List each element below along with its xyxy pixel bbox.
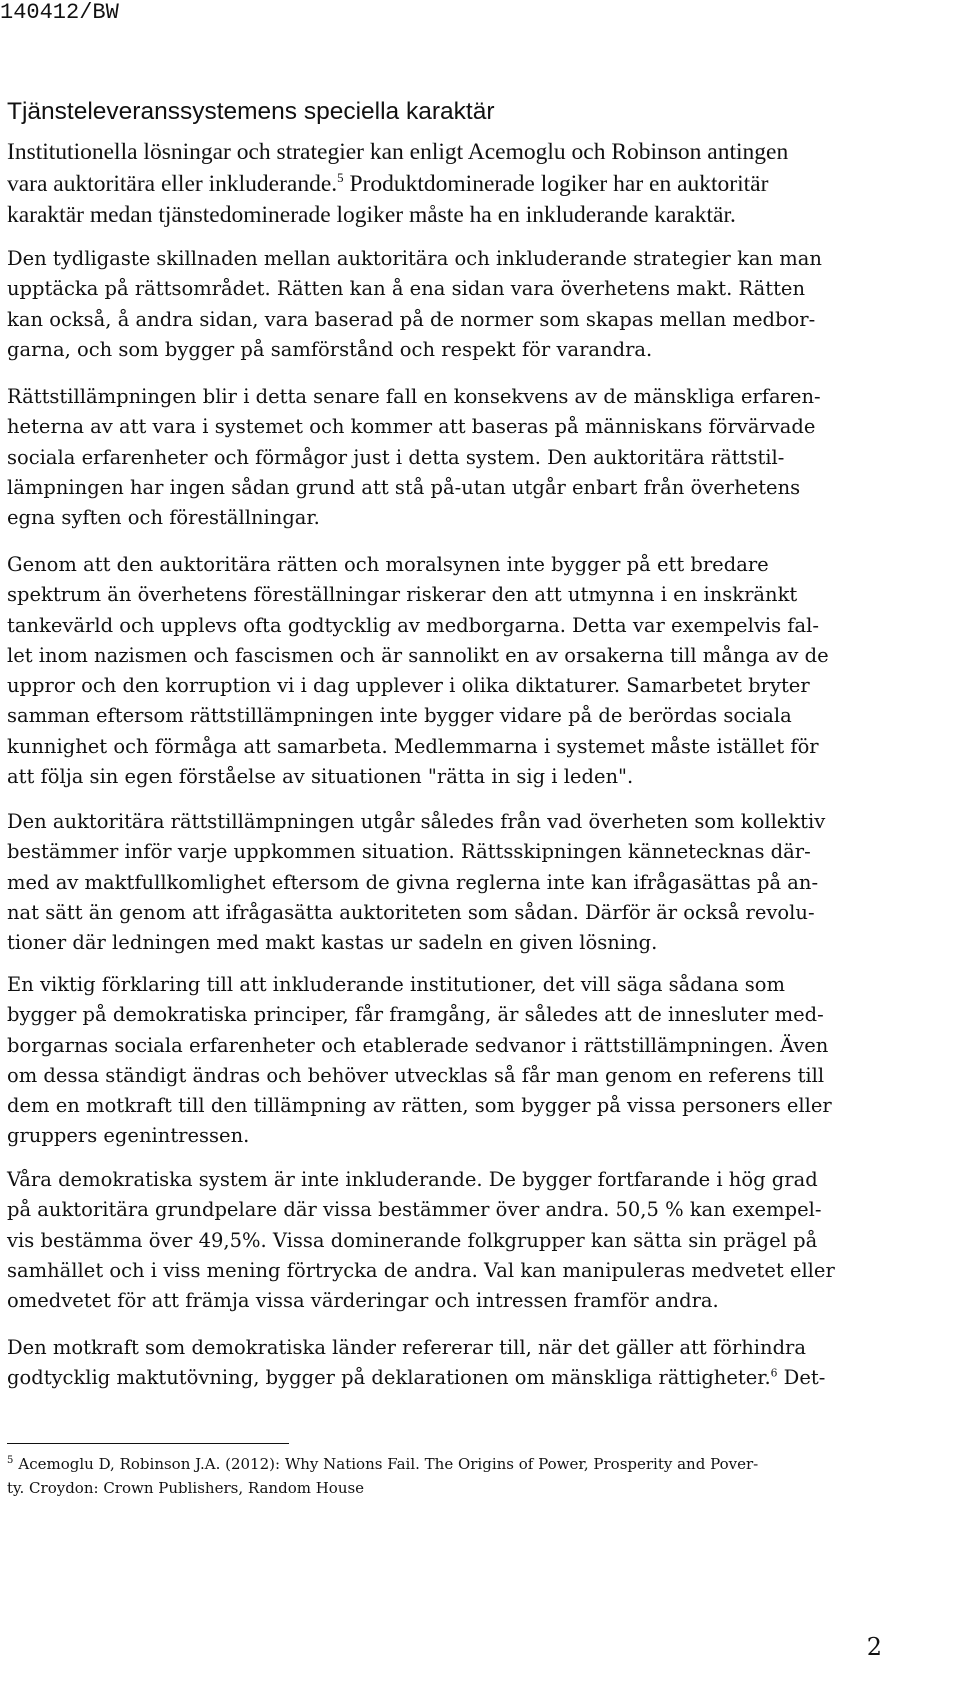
paragraph-line: kan också, å andra sidan, vara baserad på de normer som skapas mellan medbor- bbox=[7, 307, 816, 331]
intro-line-3: karaktär medan tjänstedominerade logiker måste ha en inkluderande karaktär. bbox=[7, 202, 736, 228]
paragraph-line: Den tydligaste skillnaden mellan auktoritära och inkluderande strategier kan man bbox=[7, 247, 822, 270]
paragraph-line: tankevärld och upplevs ofta godtycklig av medborgarna. Detta var exempelvis fal- bbox=[7, 613, 819, 637]
paragraph-line: let inom nazismen och fascismen och är sannolikt en av orsakerna till många av de bbox=[7, 643, 829, 667]
footnote-ref-5: 5 bbox=[337, 169, 344, 185]
paragraph-line: egna syften och föreställningar. bbox=[7, 506, 320, 530]
paragraph-5 bbox=[7, 970, 832, 1152]
paragraph-line: med av maktfullkomlighet eftersom de givna reglerna inte kan ifrågasättas på an- bbox=[7, 870, 819, 894]
paragraph-line-text: godtycklig maktutövning, bygger på deklarationen om mänskliga rättigheter. bbox=[7, 1366, 771, 1390]
paragraph-line: Den motkraft som demokratiska länder refererar till, när det gäller att förhindra bbox=[7, 1336, 807, 1359]
paragraph-line: omedvetet för att främja vissa värderingar och intressen framför andra. bbox=[7, 1289, 719, 1313]
paragraph-line: En viktig förklaring till att inkluderande institutioner, det vill säga sådana som bbox=[7, 973, 786, 996]
footnote-ref-6: 6 bbox=[770, 1366, 778, 1380]
paragraph-line: Rättstillämpningen blir i detta senare fall en konsekvens av de mänskliga erfaren- bbox=[7, 385, 821, 408]
page-number: 2 bbox=[866, 1633, 882, 1661]
paragraph-line: att följa sin egen förståelse av situationen "rätta in sig i leden". bbox=[7, 765, 634, 789]
paragraph-line: bygger på demokratiska principer, får framgång, är således att de innesluter med- bbox=[7, 1003, 824, 1027]
paragraph-line: om dessa ständigt ändras och behöver utvecklas så får man genom en referens till bbox=[7, 1063, 825, 1087]
paragraph-line: bestämmer inför varje uppkommen situation. Rättsskipningen kännetecknas där- bbox=[7, 840, 811, 864]
paragraph-line: heterna av att vara i systemet och kommer att baseras på människans förvärvade bbox=[7, 415, 816, 439]
paragraph-line: Våra demokratiska system är inte inkluderande. De bygger fortfarande i hög grad bbox=[7, 1168, 818, 1191]
paragraph-line: sociala erfarenheter och förmågor just i detta system. Den auktoritära rättstil- bbox=[7, 445, 785, 469]
paragraph-line: gruppers egenintressen. bbox=[7, 1124, 250, 1148]
paragraph-line-rest: Det- bbox=[777, 1366, 826, 1390]
intro-line-2 bbox=[7, 169, 788, 201]
paragraph-7 bbox=[7, 1333, 825, 1394]
paragraph-line: borgarnas sociala erfarenheter och etablerade sedvanor i rättstillämpningen. Även bbox=[7, 1033, 829, 1057]
paragraph-line: garna, och som bygger på samförstånd och respekt för varandra. bbox=[7, 337, 653, 361]
paragraph-line: kunnighet och förmåga att samarbeta. Medlemmarna i systemet måste istället för bbox=[7, 734, 819, 758]
paragraph-line: upptäcka på rättsområdet. Rätten kan å ena sidan vara överhetens makt. Rätten bbox=[7, 277, 806, 301]
paragraph-line: dem en motkraft till den tillämpning av rätten, som bygger på vissa personers eller bbox=[7, 1094, 832, 1118]
paragraph-line: vis bestämma över 49,5%. Vissa dominerande folkgrupper kan sätta sin prägel på bbox=[7, 1228, 818, 1252]
paragraph-2 bbox=[7, 382, 821, 533]
paragraph-4 bbox=[7, 807, 825, 958]
footnote-divider bbox=[7, 1443, 289, 1444]
intro-line-2-rest: Produktdominerade logiker har en auktoritär bbox=[343, 170, 769, 197]
footnote-line-2: ty. Croydon: Crown Publishers, Random House bbox=[7, 1479, 365, 1497]
paragraph-line: Den auktoritära rättstillämpningen utgår således från vad överheten som kollektiv bbox=[7, 810, 826, 833]
paragraph-line: samhället och i viss mening förtrycka de andra. Val kan manipuleras medvetet eller bbox=[7, 1258, 835, 1282]
footnote-number: 5 bbox=[7, 1455, 14, 1466]
paragraph-line: nat sätt än genom att ifrågasätta auktoriteten som sådan. Därför är också revolu- bbox=[7, 900, 815, 924]
intro-line-2-text: vara auktoritära eller inkluderande. bbox=[7, 170, 338, 197]
section-heading: Tjänsteleveranssystemens speciella karaktär bbox=[7, 98, 495, 125]
paragraph-line: uppror och den korruption vi i dag upplever i olika diktaturer. Samarbetet bryter bbox=[7, 674, 810, 698]
footnote-5 bbox=[7, 1452, 758, 1500]
intro-paragraph bbox=[7, 137, 788, 232]
paragraph-line: samman eftersom rättstillämpningen inte bygger vidare på de berördas sociala bbox=[7, 704, 792, 728]
paragraph-line: på auktoritära grundpelare där vissa bestämmer över andra. 50,5 % kan exempel- bbox=[7, 1198, 822, 1222]
paragraph-1 bbox=[7, 244, 822, 365]
footnote-text: Acemoglu D, Robinson J.A. (2012): Why Nations Fail. The Origins of Power, Prosperity and Pover- bbox=[18, 1455, 759, 1473]
document-id: 140412/BW bbox=[0, 0, 119, 25]
paragraph-6 bbox=[7, 1165, 835, 1316]
footnote-line-1 bbox=[7, 1452, 758, 1476]
paragraph-line: spektrum än överhetens föreställningar riskerar den att utmynna i en inskränkt bbox=[7, 583, 798, 607]
paragraph-line: tioner där ledningen med makt kastas ur sadeln en given lösning. bbox=[7, 931, 658, 955]
paragraph-line: lämpningen har ingen sådan grund att stå på-utan utgår enbart från överhetens bbox=[7, 475, 801, 499]
paragraph-line bbox=[7, 1363, 825, 1393]
paragraph-3 bbox=[7, 550, 829, 792]
intro-line-1: Institutionella lösningar och strategier kan enligt Acemoglu och Robinson antingen bbox=[7, 139, 789, 165]
paragraph-line: Genom att den auktoritära rätten och moralsynen inte bygger på ett bredare bbox=[7, 553, 769, 576]
